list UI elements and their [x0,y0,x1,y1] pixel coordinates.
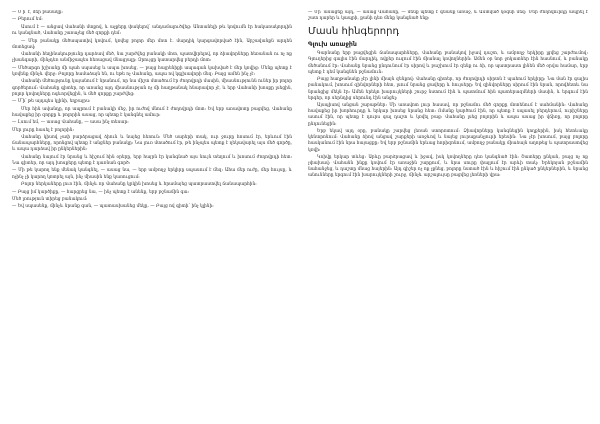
paragraph: Կռիվը երկար տևեց։ Արևը բարձրացավ և իջավ, իսկ կռվողները դեռ կանգնած էին։ Շատերը ընկան, բայց ոչ ոք չփախավ։ Վահանն ինքը կռվում էր առաջին շարքում, և նրա սուրը փայլում էր արևի տակ։ Երեկոյան թշնամին նահանջեց, և դաշտը մնաց հայերին։ Այդ գիշեր ոչ ոք չքնեց, բոլորը նստած էին և հիշում էին ընկած ընկերներին, և նրանց անունները երգում էին խարույկների շուրջ, մինչև արշալույսը բացվեց լեռների վրա։ [308,155,588,179]
paragraph: Գարնանը երբ բացվեցին ճանապարհները, Վահանը բանակով իջավ դաշտ, և ամբողջ երկիրը լցվեց շարժումով։ Գյուղերից գալիս էին մարդիկ, ովքեր ուզում էին միանալ կռվողներին։ Ամեն օր նոր ջոկատներ էին հասնում, և բանակը մեծանում էր։ Վահանը նրանց ընդունում էր սիրով և բաշխում էր զենք ու ձի, որ պատրաստ լինեն մեծ օրվա համար, երբ պետք է դեմ կանգնեն թշնամուն։ [308,51,588,75]
paragraph: — Բայց իմ կարծիքը, — հարցրեց նա, — ինչ պետք է անենք, երբ թշնամին գա։ [12,189,190,195]
paragraph: Այսպիսով անցան շաբաթներ։ Մի առավոտ լուր հասավ, որ թշնամու մեծ զորքը մոտենում է սահմանին։ Վահանը հավաքեց իր խորհուրդը և երկար խոսեց նրանց հետ։ Ոմանք կարծում էին, որ պետք է սպասել բերդերում, ուրիշները ասում էին, որ պետք է դուրս գալ դաշտ և կռվել բաց։ Վահանը լսեց բոլորին և ապա ասաց իր վճիռը, որ բոլորը ընդունեցին։ [308,103,588,127]
part-title: Մասն հինգերորդ [308,26,400,38]
chapter-title: Գլուխ առաջին [308,41,357,49]
paragraph: — Եվ սպասենք, մինչև նրանք գան, — պատասխանեց մեկը. — Բայց ով գիտի՝ ինչ կլինի։ [12,204,214,210]
paragraph: — Մ՛ի՛ է, ձեր բանակը։ [12,10,63,15]
paragraph: — Բերում եմ։ [12,17,43,23]
paragraph: Վահանը կիսով չափ բարձրացավ ձիուն և նայեց հեռուն։ Մեծ սարերի տակ, ուր ջուրը հոսում էր, երևում էին ճանապարհները, որոնցով պետք է անցներ բանակը։ Նա լուռ մտածում էր, թե ինչպես պետք է ղեկավարել այս մեծ գործը, և ապա դարձավ իր ընկերներին։ [12,135,292,153]
left-column [12,10,292,418]
paragraph: — Մ՛ի՛ թե այդպես կլինի, եղբայրս։ [12,99,91,105]
paragraph: — Մի՛ ասացեք այդ, — ասաց Վահանը, — մենք պետք է գնանք առաջ, և Աստված կօգնի մեզ։ Մեր ժողովուրդը ապրել է շատ դարեր և կապրի, քանի դեռ մենք կանգնած ենք։ [308,10,588,22]
paragraph: — Մեծարգո իշխանը մի պահ սպասեց և ապա խոսեց, — բայց հայրենիքի ապագան կախված է մեր կռվից։ Մենք պետք է կռվենք մինչև վերջ։ Բոլորը համաձայն են, ու եթե ոչ Վահանը, ապա ով կգլխավորի մեզ։ Բայց ամեն ինչ չէ։ [12,65,292,77]
right-column [308,10,588,418]
paragraph: Վահանի մեծությունը կայանում է նրանում, որ նա միշտ մտածում էր ժողովրդի մասին, միասնությունն ուներ իր բոլոր գործերում։ Վահանը գիտեր, որ առանց այդ միասնության ոչ մի հաղթանակ հնարավոր չէ, և երբ Վահանի խոսքը լսեցին, բոլոր կռվողները ոգևորվեցին, և մեծ զորքը շարժվեց։ [12,79,292,97]
paragraph: Բայց հաղթանակը չէր լինի միայն զենքով։ Վահանը գիտեր, որ ժողովրդի սիրտն է պահում երկիրը։ Նա ման էր գալիս բանակում, խոսում զինվորների հետ, լսում նրանց ցավերը և հույսերը։ Եվ զինվորները սիրում էին նրան, որովհետև նա նրանցից մեկն էր։ Ամեն երեկո խարույկների շուրջ նստում էին և պատմում հին պատերազմների մասին, և երգում էին երգեր, որ սերնդից սերունդ էին անցել։ [308,77,588,101]
paragraph: — Մեր բանակը մեծապատիվ կռվում, կռվեց բոլոր մեր մոտ է. մարդիկ կարգավորված էին, Արշավանքն արդեն մոտեցավ։ [12,38,292,50]
paragraph: Երբ եկավ այդ օրը, բանակը շարվեց լեռան ստորոտում։ Ձիավորները կանգնեցին կողքերին, իսկ հետևակը կենտրոնում։ Վահանը ձիով անցավ շարքերի առջևով և նայեց յուրաքանչյուրի երեսին։ Նա չէր խոսում, բայց բոլորը հասկանում էին նրա հայացքը։ Եվ երբ թշնամին երևաց հորիզոնում, ամբողջ բանակը միաձայն աղոթեց և պատրաստվեց կռվի։ [308,129,588,153]
paragraph: — Լսում եմ, — ասաց Վահանը, — ասա ինչ տեսար։ [12,120,129,126]
paragraph: Մեծ լռություն տիրեց բանակում։ [12,196,88,202]
paragraph: — Մի թե կարող ենք մենակ կանգնել, — ասաց նա, — երբ ամբողջ երկիրը սպասում է մեզ։ Ահա մեր ուժը, մեր հույսը, և ոչինչ չի կարող կոտրել այն, ինչ միասին ենք կառուցում։ [12,168,292,180]
paragraph: Մեր լուրը հասել է բոլորին։ [12,127,74,133]
paragraph: Վահանը նայում էր նրանց և հիշում հին օրերը, երբ հայրն էր կանգնած այս նույն տեղում և խոսում ժողովրդի հետ։ Նա գիտեր, որ այդ խոսքերը պետք է դառնան գործ։ [12,154,292,166]
paragraph: Վահանի հեղինակությունը դարձավ մեծ, նա շարժվեց բանակի մոտ, պատվիրելով, որ ձիավորները հեռանան ու ոչ ոք չխանգարի, մինչդեռ անմիջապես հեռացավ մնացյալը։ Զրույցը կատարվեց բերդի մոտ։ [12,52,292,64]
paragraph: Մեր հին ավանդը, որ ապրում է բանակի մեջ, իր ուժով մնում է ժողովրդի մոտ։ Եվ երբ առավոտը բացվեց, Վահանը հավաքեց իր զորքը և բոլորին ասաց, որ պետք է կանգնել ամուր։ [12,106,292,118]
paragraph: Բոլոր ներկաները լուռ էին, մինչև որ Վահանը կրկին խոսեց և հրամայեց պատրաստվել ճանապարհին։ [21,182,257,188]
paragraph: Ասում է — անցավ Վահանի մտքով, և աչքերը փակելով՝ անդամալուծվեց։ Անտանելի թև կռվումն էր հակառակորդին ու կանգնած, Վահանը շառաչեց մեծ զորքի դեմ։ [12,24,292,37]
